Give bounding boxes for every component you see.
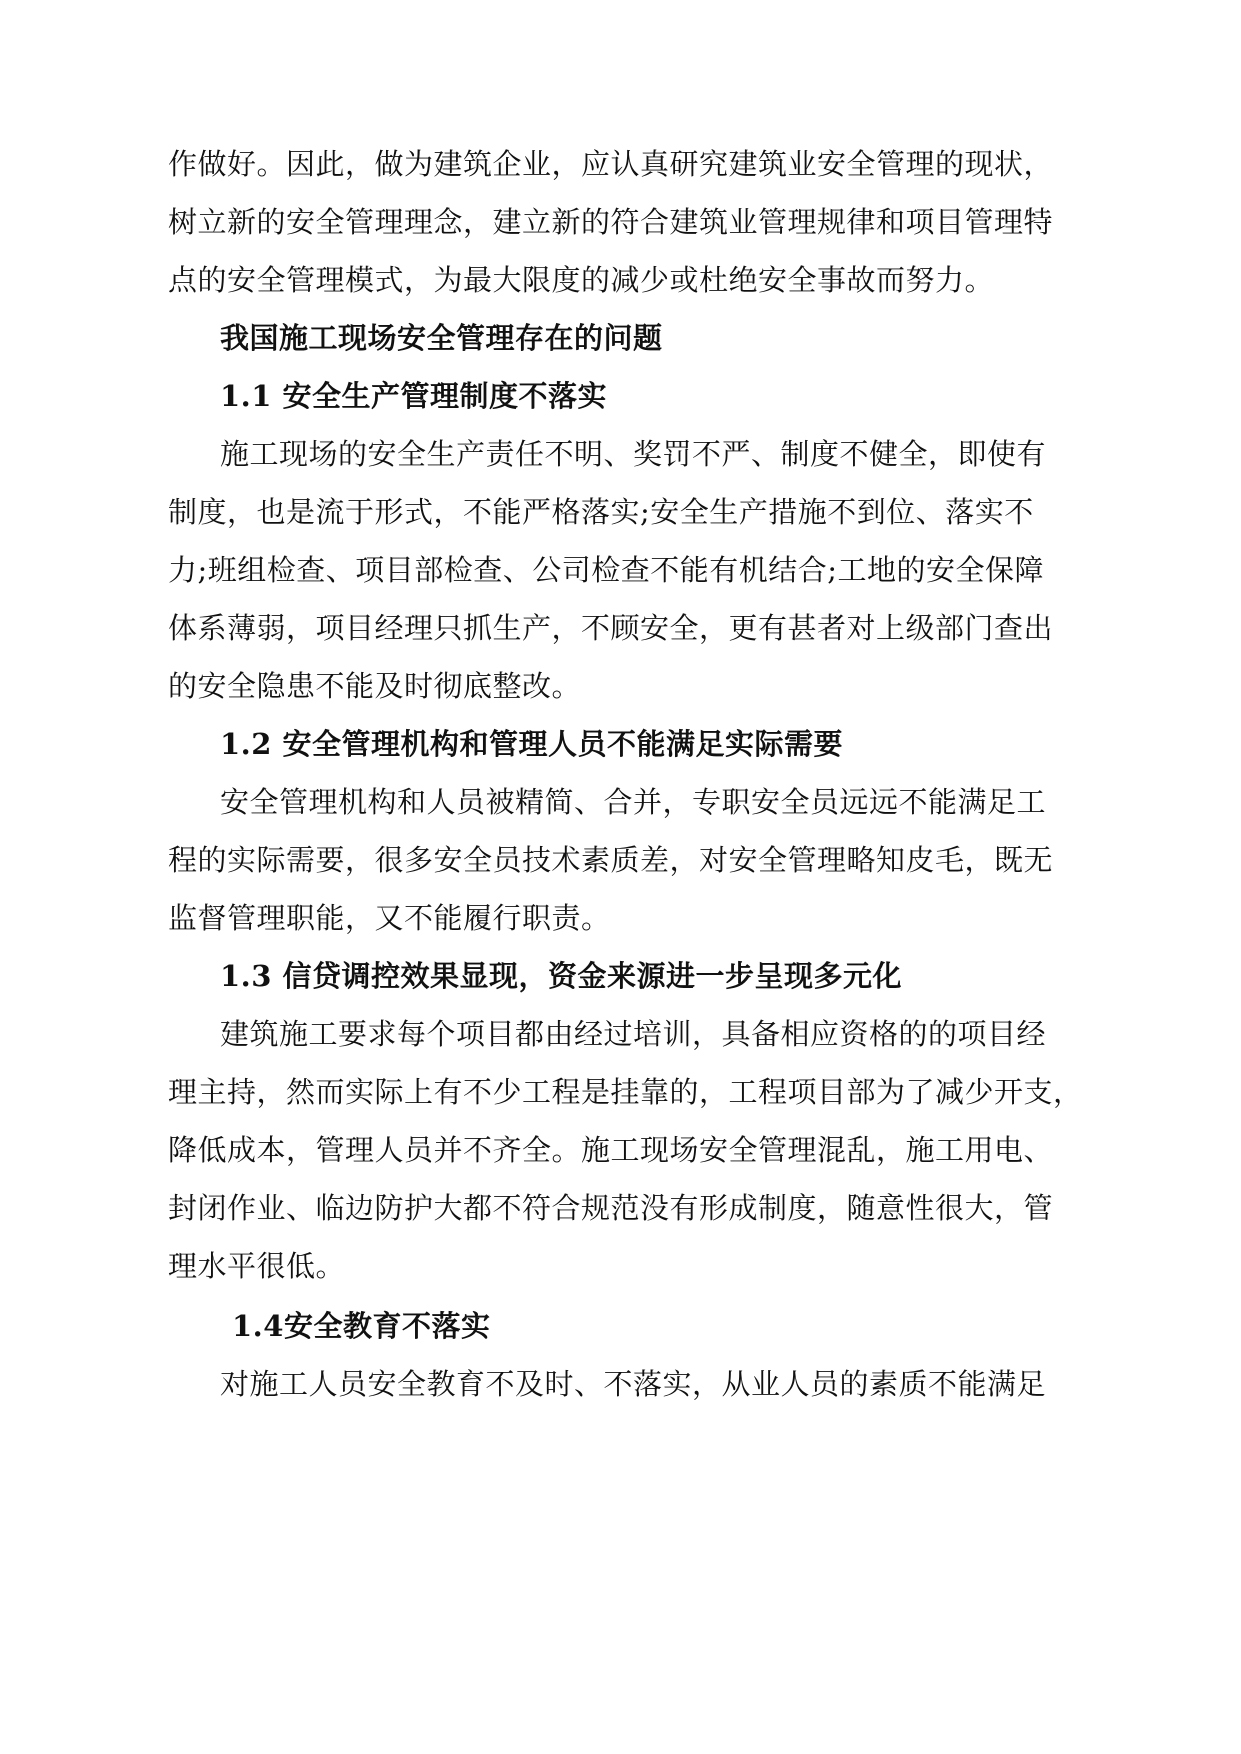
subsection-title-1-3: 1.3 信贷调控效果显现，资金来源进一步呈现多元化: [220, 959, 903, 993]
paragraph-line: 树立新的安全管理理念，建立新的符合建筑业管理规律和项目管理特: [168, 205, 1054, 239]
paragraph-line: 的安全隐患不能及时彻底整改。: [168, 669, 582, 703]
paragraph-line: 力;班组检查、项目部检查、公司检查不能有机结合;工地的安全保障: [168, 553, 1045, 587]
paragraph-line: 安全管理机构和人员被精简、合并，专职安全员远远不能满足工: [220, 785, 1047, 819]
paragraph-line: 理水平很低。: [168, 1249, 346, 1283]
paragraph-line: 点的安全管理模式，为最大限度的减少或杜绝安全事故而努力。: [168, 263, 995, 297]
paragraph-line: 体系薄弱，项目经理只抓生产，不顾安全，更有甚者对上级部门查出: [168, 611, 1054, 645]
paragraph-line: 程的实际需要，很多安全员技术素质差，对安全管理略知皮毛，既无: [168, 843, 1054, 877]
paragraph-line: 建筑施工要求每个项目都由经过培训，具备相应资格的的项目经: [220, 1017, 1047, 1051]
subsection-title-1-1: 1.1 安全生产管理制度不落实: [220, 379, 608, 413]
paragraph-line: 施工现场的安全生产责任不明、奖罚不严、制度不健全，即使有: [220, 437, 1047, 471]
paragraph-line: 降低成本，管理人员并不齐全。施工现场安全管理混乱，施工用电、: [168, 1133, 1054, 1167]
paragraph-line: 对施工人员安全教育不及时、不落实，从业人员的素质不能满足: [220, 1367, 1047, 1401]
paragraph-line: 作做好。因此，做为建筑企业，应认真研究建筑业安全管理的现状，: [168, 147, 1054, 181]
paragraph-line: 理主持，然而实际上有不少工程是挂靠的，工程项目部为了减少开支，: [168, 1075, 1083, 1109]
subsection-title-1-2: 1.2 安全管理机构和管理人员不能满足实际需要: [220, 727, 844, 761]
paragraph-line: 制度，也是流于形式，不能严格落实;安全生产措施不到位、落实不: [168, 495, 1034, 529]
section-title: 我国施工现场安全管理存在的问题: [220, 321, 663, 355]
paragraph-line: 封闭作业、临边防护大都不符合规范没有形成制度，随意性很大，管: [168, 1191, 1054, 1225]
subsection-title-1-4: 1.4安全教育不落实: [232, 1309, 491, 1343]
paragraph-line: 监督管理职能，又不能履行职责。: [168, 901, 611, 935]
